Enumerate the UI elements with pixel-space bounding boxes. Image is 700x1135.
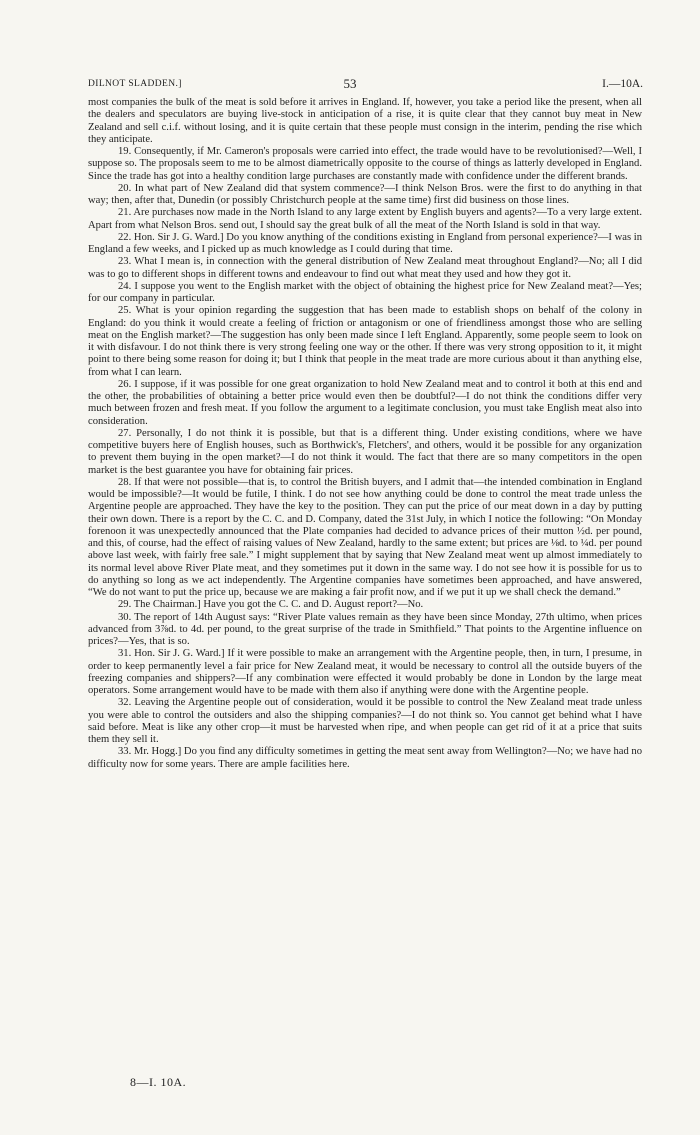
question-23: 23. What I mean is, in connection with the general distribution of New Zealand meat throughout England?—No; all I did was to go to different shops in different towns and endeavour to find out what meat they used and how they got it. — [88, 256, 642, 280]
question-29: 29. The Chairman.] Have you got the C. C. and D. August report?—No. — [118, 599, 424, 611]
question-33: 33. Mr. Hogg.] Do you find any difficulty sometimes in getting the meat sent away from Wellington?—No; we have had no difficulty now for some years. There are ample facilities here. — [88, 746, 642, 770]
page-number: 53 — [343, 76, 357, 91]
witness-name-header: DILNOT SLADDEN.] — [88, 79, 182, 89]
paper-reference: I.—10A. — [602, 78, 643, 90]
question-19: 19. Consequently, if Mr. Cameron's proposals were carried into effect, the trade would have to be revolutionised?—Well, I suppose so. The proposals seem to me to be almost diametrically opposite to the course of things as latterly developed in England. Since the trade has got into a healthy condition large purchases are constantly made with confidence under the different brands. — [88, 146, 642, 182]
evidence-text — [88, 97, 642, 771]
question-30: 30. The report of 14th August says: “River Plate values remain as they have been since Monday, 27th ultimo, when prices advanced from 3⅞d. to 4d. per pound, to the great surprise of the trade in Smithfield.” That points to the Argentine influence on prices?—Yes, that is so. — [88, 611, 642, 647]
question-32: 32. Leaving the Argentine people out of consideration, would it be possible to control the New Zealand meat trade unless you were able to control the outsiders and also the shipping companies?—I do not think so. You cannot get behind what I have said before. Meat is like any other crop—it must be harvested when ripe, and when people can get rid of it at a price that suits them they sell it. — [88, 697, 642, 745]
question-25: 25. What is your opinion regarding the suggestion that has been made to establish shops on behalf of the colony in England: do you think it would create a feeling of friction or antagonism or one of friendliness amongst those who are selling meat on the English market?—The suggestion has only been made since I left England. Apparently, some people seem to look on it with disfavour. I do not think there is very strong feeling one way or the other. If there was very strong opposition to it, it might point to there being some reason for doing it; but I think that people in the meat trade are more curious about it than anything else, from what I can learn. — [88, 305, 642, 378]
sheet-signature: 8—I. 10A. — [130, 1075, 187, 1089]
question-28: 28. If that were not possible—that is, to control the British buyers, and I admit that—the intended combination in England would be impossible?—It would be futile, I think. I do not see how anything could be done to control the meat trade unless the Argentine people are approached. They have the key to the position. They can put the price of our meat down in a day by putting their own down. There is a report by the C. C. and D. Company, dated the 31st July, in which I notice the following: “On Monday forenoon it was unexpectedly announced that the Plate companies had decided to advance prices of their mutton ½d. per pound, and this, of course, had the effect of raising values of New Zealand, hardly to the same extent; but prices are ⅛d. to ¼d. per pound above last week, with fairly free sale.” I might supplement that by saying that New Zealand meat went up almost immediately to its normal level above River Plate meat, and they sometimes put it down in the same way. I do not see how it is possible for us to do anything so long as we act independently. The Argentine companies have sometimes been approached, and have answered, “We do not want to put the price up, because we are making a fair profit now, and if we put it up we shall check the demand.” — [88, 476, 642, 598]
question-31: 31. Hon. Sir J. G. Ward.] If it were possible to make an arrangement with the Argentine people, then, in turn, I presume, in order to keep permanently level a fair price for New Zealand meat, it would be necessary to control all the outside buyers of the freezing companies and shippers?—If any combination were effected it would probably be done in London by the large meat operators. Some arrangement would have to be made with them also if anything were done with the Argentine people. — [88, 648, 642, 696]
question-21: 21. Are purchases now made in the North Island to any large extent by English buyers and agents?—To a very large extent. Apart from what Nelson Bros. send out, I should say the great bulk of all the meat of the North Island is sold in that way. — [88, 207, 642, 231]
question-20: 20. In what part of New Zealand did that system commence?—I think Nelson Bros. were the first to do anything in that way; then, after that, Dunedin (or possibly Christchurch people at the same time) first did business on those lines. — [88, 182, 642, 206]
paragraph: most companies the bulk of the meat is sold before it arrives in England. If, however, you take a period like the present, when all the dealers and speculators are buying live-stock in anticipation of a rise, it is quite clear that they cannot buy meat in New Zealand and sell c.i.f. without losing, and it is quite certain that these people must consign in the interim, pending the rise which they anticipate. — [88, 97, 642, 145]
question-24: 24. I suppose you went to the English market with the object of obtaining the highest price for New Zealand meat?—Yes; for our company in particular. — [88, 280, 642, 304]
question-26: 26. I suppose, if it was possible for one great organization to hold New Zealand meat and to control it both at this end and the other, the probabilities of obtaining a better price would even then be doubtful?—I do not think the conditions differ very much between frozen and fresh meat. If you follow the argument to a legitimate conclusion, you must take English meat also into consideration. — [88, 378, 642, 427]
question-22: 22. Hon. Sir J. G. Ward.] Do you know anything of the conditions existing in England from personal experience?—I was in England a few weeks, and I picked up as much knowledge as I could during that time. — [88, 231, 642, 255]
question-27: 27. Personally, I do not think it is possible, but that is a different thing. Under existing conditions, where we have competitive buyers here of English houses, such as Borthwick's, Fletchers', and others, would it be possible for any organization to prevent them buying in the open market?—I do not think it would. The fact that there are so many competitors in the open market is the best guarantee you have for obtaining fair prices. — [88, 427, 642, 476]
